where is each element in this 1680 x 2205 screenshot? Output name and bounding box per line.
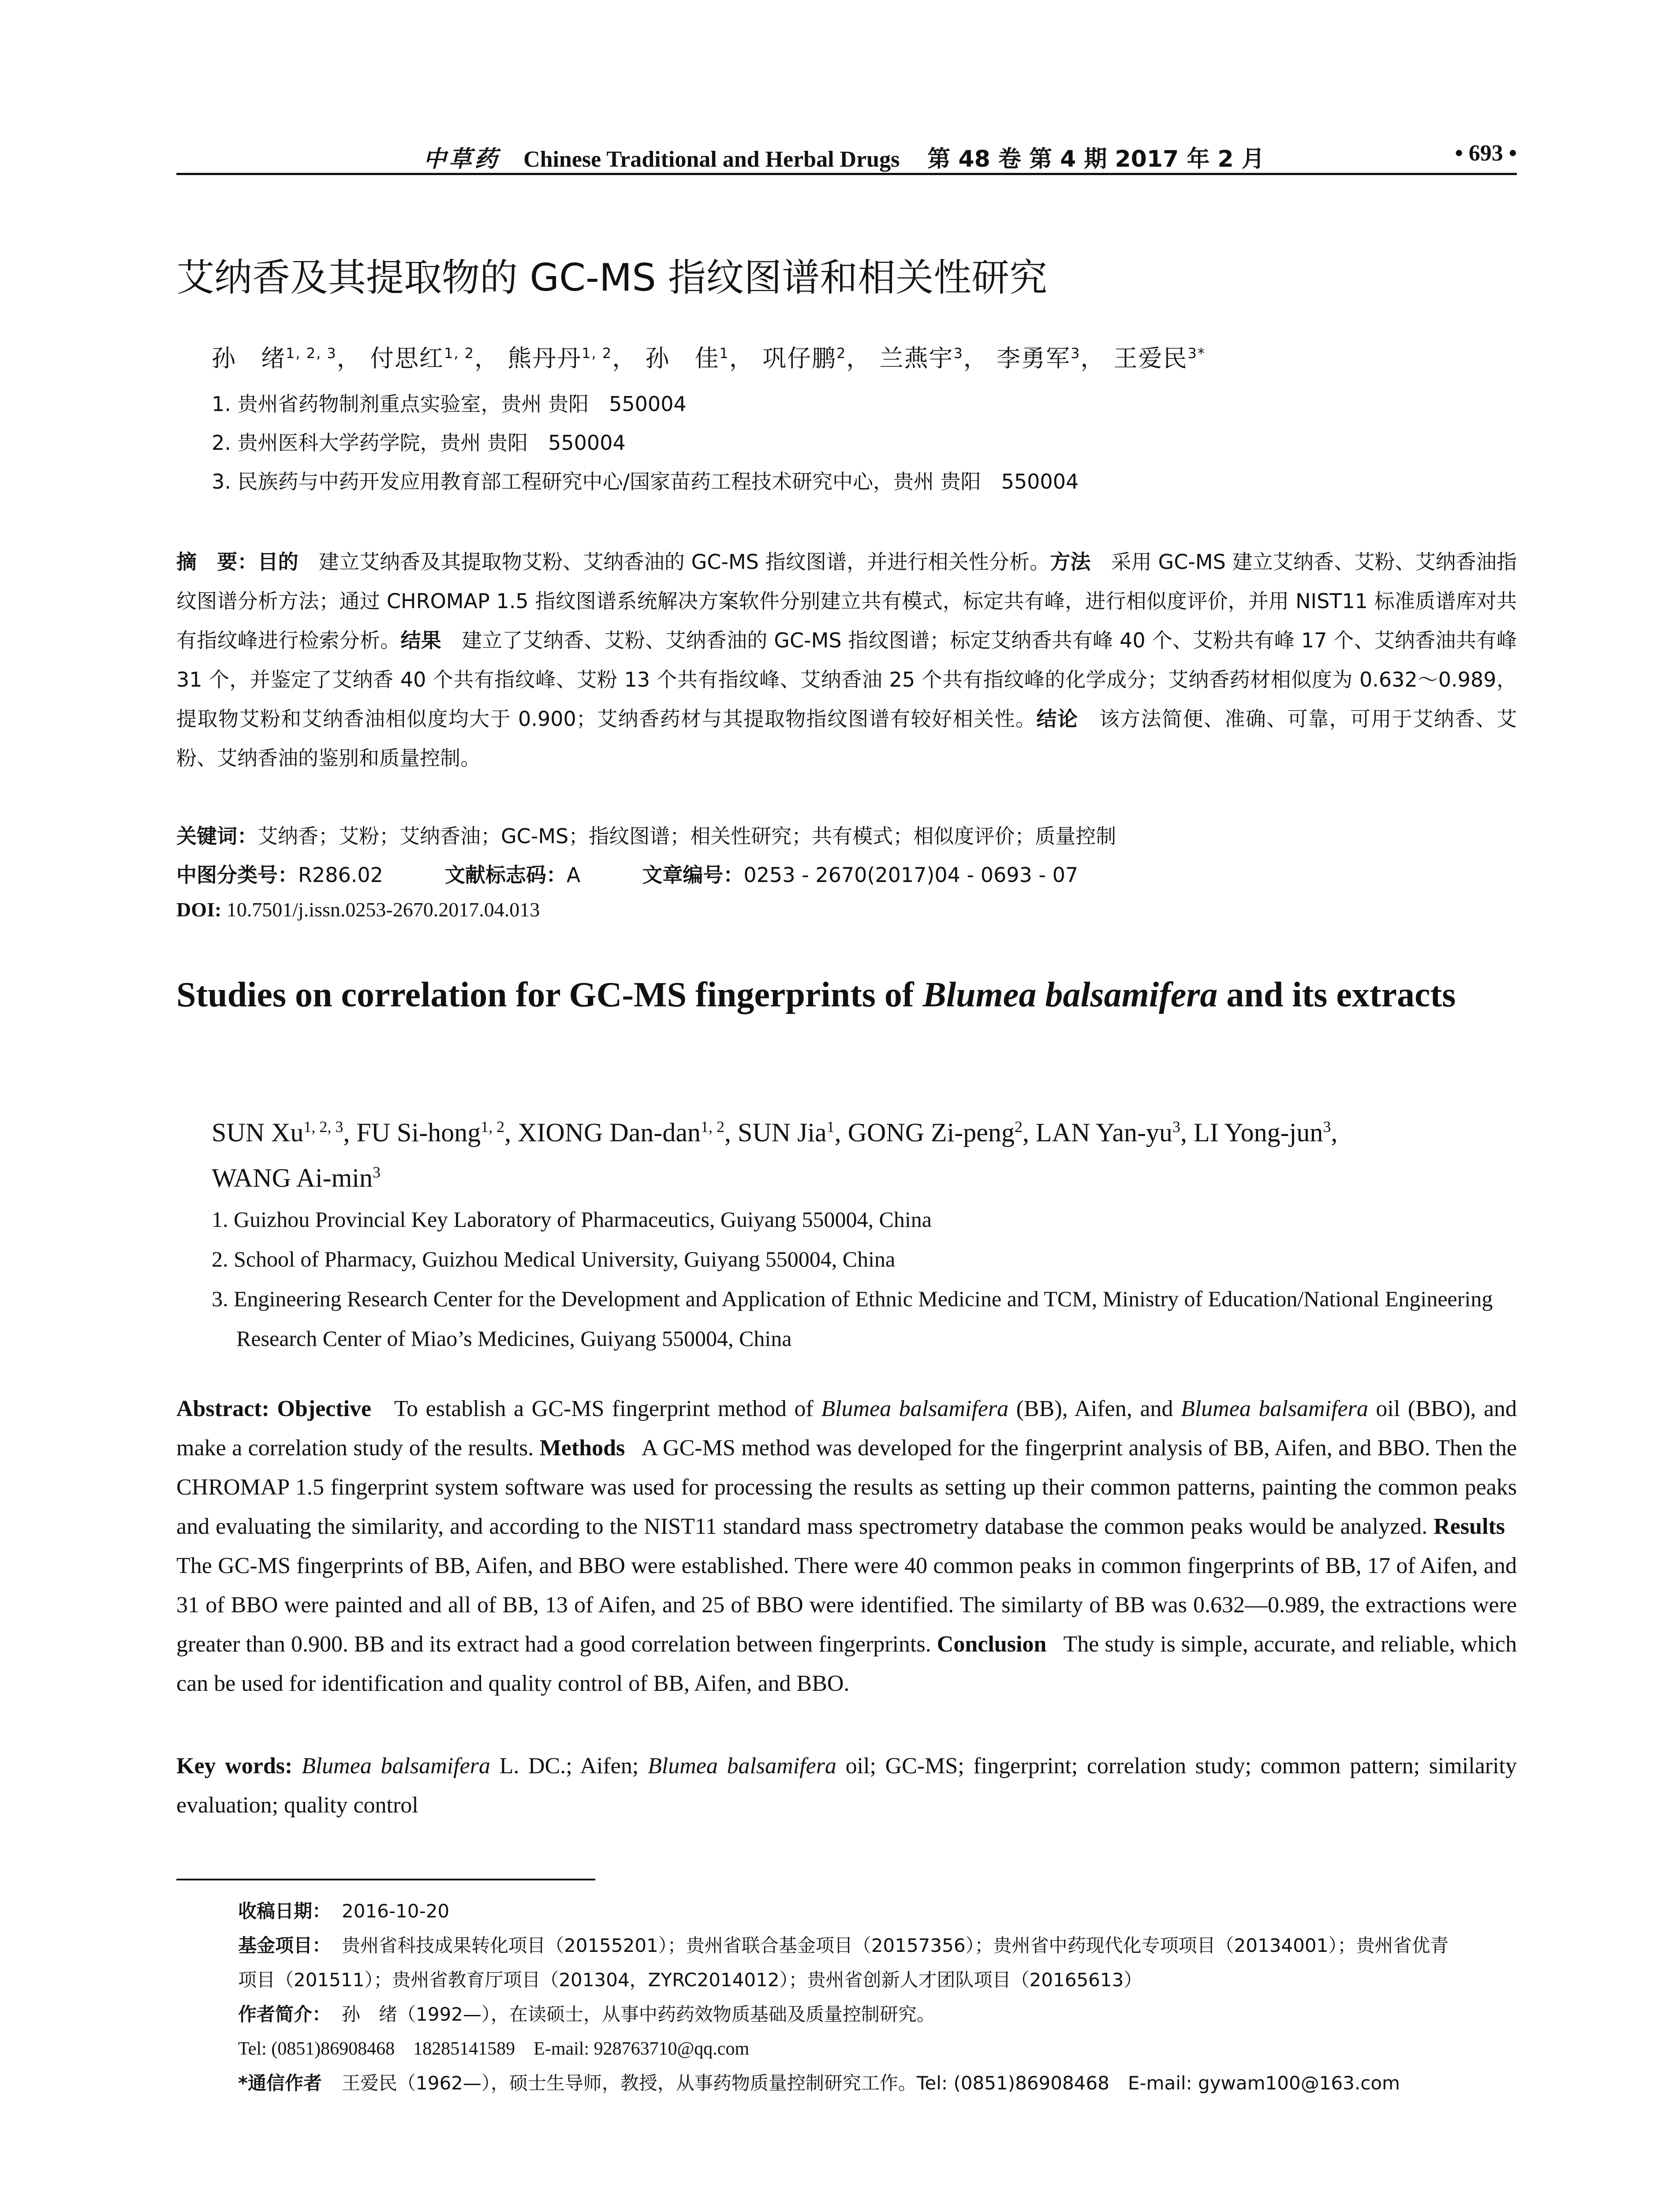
en-conclusion: The study is simple, accurate, and reliable, which can be used for identification and quality control of BB, Aifen, and BBO. [176,1632,1517,1696]
en-abstract-label: Abstract: [176,1396,269,1421]
cn-title: 艾纳香及其提取物的 GC-MS 指纹图谱和相关性研究 [176,256,1048,300]
cn-author: 熊丹丹$^{1, 2}$ [508,344,612,372]
cn-authors: 孙 绪$^{1, 2, 3}$， 付思红$^{1, 2}$， 熊丹丹$^{1, 2}$， 孙 佳$^1$， 巩仔鹏$^2$， 兰燕宇$^3$， 李勇军$^3$， 王爱民$^{3*}$ [212,344,1206,372]
footnote-fund-cont: 项目（201511）；贵州省教育厅项目（201304，ZYRC2014012）；贵州省创新人才团队项目（20165613） [238,1969,1142,1991]
cn-results-label: 结果 [400,628,441,652]
cn-author: 王爱民$^{3*}$ [1113,344,1206,372]
cn-keywords [176,820,1116,849]
clc-value: R286.02 [298,863,383,887]
cn-methods: 采用 GC-MS 建立艾纳香、艾粉、艾纳香油指纹图谱分析方法；通过 CHROMAP 1.5 指纹图谱系统解决方案软件分别建立共有模式，标定共有峰，进行相似度评价，并用 NIST11 标准质谱库对共有指纹峰进行检索分析。 [176,550,1517,652]
cn-affiliation: 1. 贵州省药物制剂重点实验室，贵州 贵阳 550004 [212,392,687,416]
en-abstract: Abstract: Objective To establish a GC-MS fingerprint method of Blumea balsamifera (BB), Aifen, and Blumea balsamifera oil (BBO), and make a correlation study of the results. Methods A GC-MS method was developed for the fingerprint analysis of BB, Aifen, and BBO. Then the CHROMAP 1.5 fingerprint system software was used for processing the results as setting up their common patterns, painting the common peaks and evaluating the similarity, and according to the NIST11 standard mass spectrometry database the common peaks would be analyzed. Results The GC-MS fingerprints of BB, Aifen, and BBO were established. There were 40 common peaks in common fingerprints of BB, 17 of Aifen, and 31 of BBO were painted and all of BB, 13 of Aifen, and 25 of BBO were identified. The similarty of BB was 0.632—0.989, the extractions were greater than 0.900. BB and its extract had a good correlation between fingerprints. Conclusion The study is simple, accurate, and reliable, which can be used for identification and quality control of BB, Aifen, and BBO. [176,1396,1517,1696]
footnote-corresponding: *通信作者 王爱民（1962—），硕士生导师，教授，从事药物质量控制研究工作。Tel: (0851)86908468 E-mail: gywam100@163.com [238,2072,1400,2094]
en-results-label: Results [1434,1514,1505,1539]
cn-abstract [176,542,1517,778]
doi-label: DOI: [176,898,222,921]
clc-label: 中图分类号： [176,863,298,887]
doccode-value: A [566,863,581,887]
en-keywords-label: Key words: [176,1753,293,1779]
running-header [176,140,1517,176]
en-affiliation: 2. School of Pharmacy, Guizhou Medical University, Guiyang 550004, China [212,1247,896,1271]
cn-author: 孙 绪$^{1, 2, 3}$ [212,344,337,372]
cn-results: 建立了艾纳香、艾粉、艾纳香油的 GC-MS 指纹图谱；标定艾纳香共有峰 40 个、艾粉共有峰 17 个、艾纳香油共有峰 31 个，并鉴定了艾纳香 40 个共有指纹峰、艾粉 13 个共有指纹峰、艾纳香油 25 个共有指纹峰的化学成分；艾纳香药材相似度为 0.632～0.989，提取物艾粉和艾纳香油相似度均大于 0.900；艾纳香药材与其提取物指纹图谱有较好相关性。 [176,628,1517,731]
en-author: SUN Jia$^1$ [737,1118,835,1147]
doccode-label: 文献标志码： [444,863,567,887]
cn-conclusion-label: 结论 [1036,707,1079,731]
journal-header [423,140,1265,173]
cn-abstract-label: 摘 要： [176,550,258,574]
journal-logo-cn: 中草药 [423,146,500,172]
articleno-value: 0253 - 2670(2017)04 - 0693 - 07 [743,863,1079,887]
en-affiliation: 1. Guizhou Provincial Key Laboratory of Pharmaceutics, Guiyang 550004, China [212,1207,932,1232]
footnote-fund: 基金项目： 贵州省科技成果转化项目（20155201）；贵州省联合基金项目（20157356）；贵州省中药现代化专项项目（20134001）；贵州省优青 [238,1935,1449,1956]
en-conclusion-label: Conclusion [937,1632,1047,1657]
cn-author: 孙 佳$^1$ [645,344,729,372]
footnote-rule [176,1879,595,1880]
cn-author: 付思红$^{1, 2}$ [370,344,474,372]
cn-author: 巩仔鹏$^2$ [762,344,847,372]
en-author: LI Yong-jun$^3$ [1193,1118,1331,1147]
journal-name-en: Chinese Traditional and Herbal Drugs [523,147,900,172]
footnote-received: 收稿日期： 2016-10-20 [238,1900,450,1922]
en-author: LAN Yan-$yu^3$ [1035,1118,1180,1147]
en-methods: A GC-MS method was developed for the fingerprint analysis of BB, Aifen, and BBO. Then the CHROMAP 1.5 fingerprint system software was used for processing the results as setting up their common patterns, painting the common peaks and evaluating the similarity, and according to the NIST11 standard mass spectrometry database the common peaks would be analyzed. [176,1435,1517,1539]
issue-info: 第 48 卷 第 4 期 2017 年 2 月 [927,146,1265,172]
cn-classification [176,859,1078,888]
doi-line [176,898,540,921]
footnote-author-contact: Tel: (0851)86908468 18285141589 E-mail: 928763710@qq.com [238,2039,750,2059]
en-objective-label: Objective [277,1396,372,1421]
cn-objective: 建立艾纳香及其提取物艾粉、艾纳香油的 GC-MS 指纹图谱，并进行相关性分析。 [318,550,1050,574]
cn-keywords-label: 关键词： [176,824,258,848]
en-results: The GC-MS fingerprints of BB, Aifen, and BBO were established. There were 40 common peaks in common fingerprints of BB, 17 of Aifen, and 31 of BBO were painted and all of BB, 13 of Aifen, and 25 of BBO were identified. The similarty of BB was 0.632—0.989, the extractions were greater than 0.900. BB and its extract had a good correlation between fingerprints. [176,1553,1517,1657]
cn-affiliation: 2. 贵州医科大学药学院，贵州 贵阳 550004 [212,431,626,455]
cn-methods-label: 方法 [1050,550,1091,574]
en-author: XIONG Dan-dan$^{1, 2}$ [518,1118,724,1147]
en-author: FU Si-hong$^{1, 2}$ [356,1118,505,1147]
cn-author: 兰燕宇$^3$ [879,344,963,372]
header-rule [176,173,1517,175]
en-affiliation: 3. Engineering Research Center for the Development and Application of Ethnic Medicine and TCM, Ministry of Education/National Engineering Research Center of Miao’s Medicines, Guiyang 550004, China [212,1286,1493,1351]
en-keywords: Key words: Blumea balsamifera L. DC.; Aifen; Blumea balsamifera oil; GC-MS; fingerprint; correlation study; common pattern; similarity evaluation; quality control [176,1753,1517,1818]
page-number: • 693 • [1455,141,1517,166]
en-author: SUN Xu$^{1, 2, 3}$ [212,1118,343,1147]
en-methods-label: Methods [539,1435,625,1461]
cn-objective-label: 目的 [258,550,299,574]
cn-author: 李勇军$^3$ [997,344,1081,372]
cn-affiliation: 3. 民族药与中药开发应用教育部工程研究中心/国家苗药工程技术研究中心，贵州 贵阳 550004 [212,470,1079,493]
doi-value: 10.7501/j.issn.0253-2670.2017.04.013 [226,898,540,921]
en-authors: SUN Xu$^{1, 2, 3}$, FU Si-hong$^{1, 2}$, XIONG Dan-dan$^{1, 2}$, SUN Jia$^1$, GONG Zi-peng$^2$, LAN Yan-$yu^3$, LI Yong-jun$^3$, WANG $Ai-\min^3$ [212,1118,1338,1192]
footnote-author: 作者简介： 孙 绪（1992—），在读硕士，从事中药药效物质基础及质量控制研究。 [238,2003,935,2025]
cn-keywords-text: 艾纳香；艾粉；艾纳香油；GC-MS；指纹图谱；相关性研究；共有模式；相似度评价；质量控制 [258,824,1116,848]
en-author: GONG Zi-peng$^2$ [847,1118,1023,1147]
articleno-label: 文章编号： [642,863,744,887]
cn-conclusion: 该方法简便、准确、可靠，可用于艾纳香、艾粉、艾纳香油的鉴别和质量控制。 [176,707,1517,770]
en-author: WANG $Ai-\min^3$ [212,1163,381,1192]
en-title: Studies on correlation for GC-MS fingerprints of Blumea balsamifera and its extracts [176,975,1456,1014]
